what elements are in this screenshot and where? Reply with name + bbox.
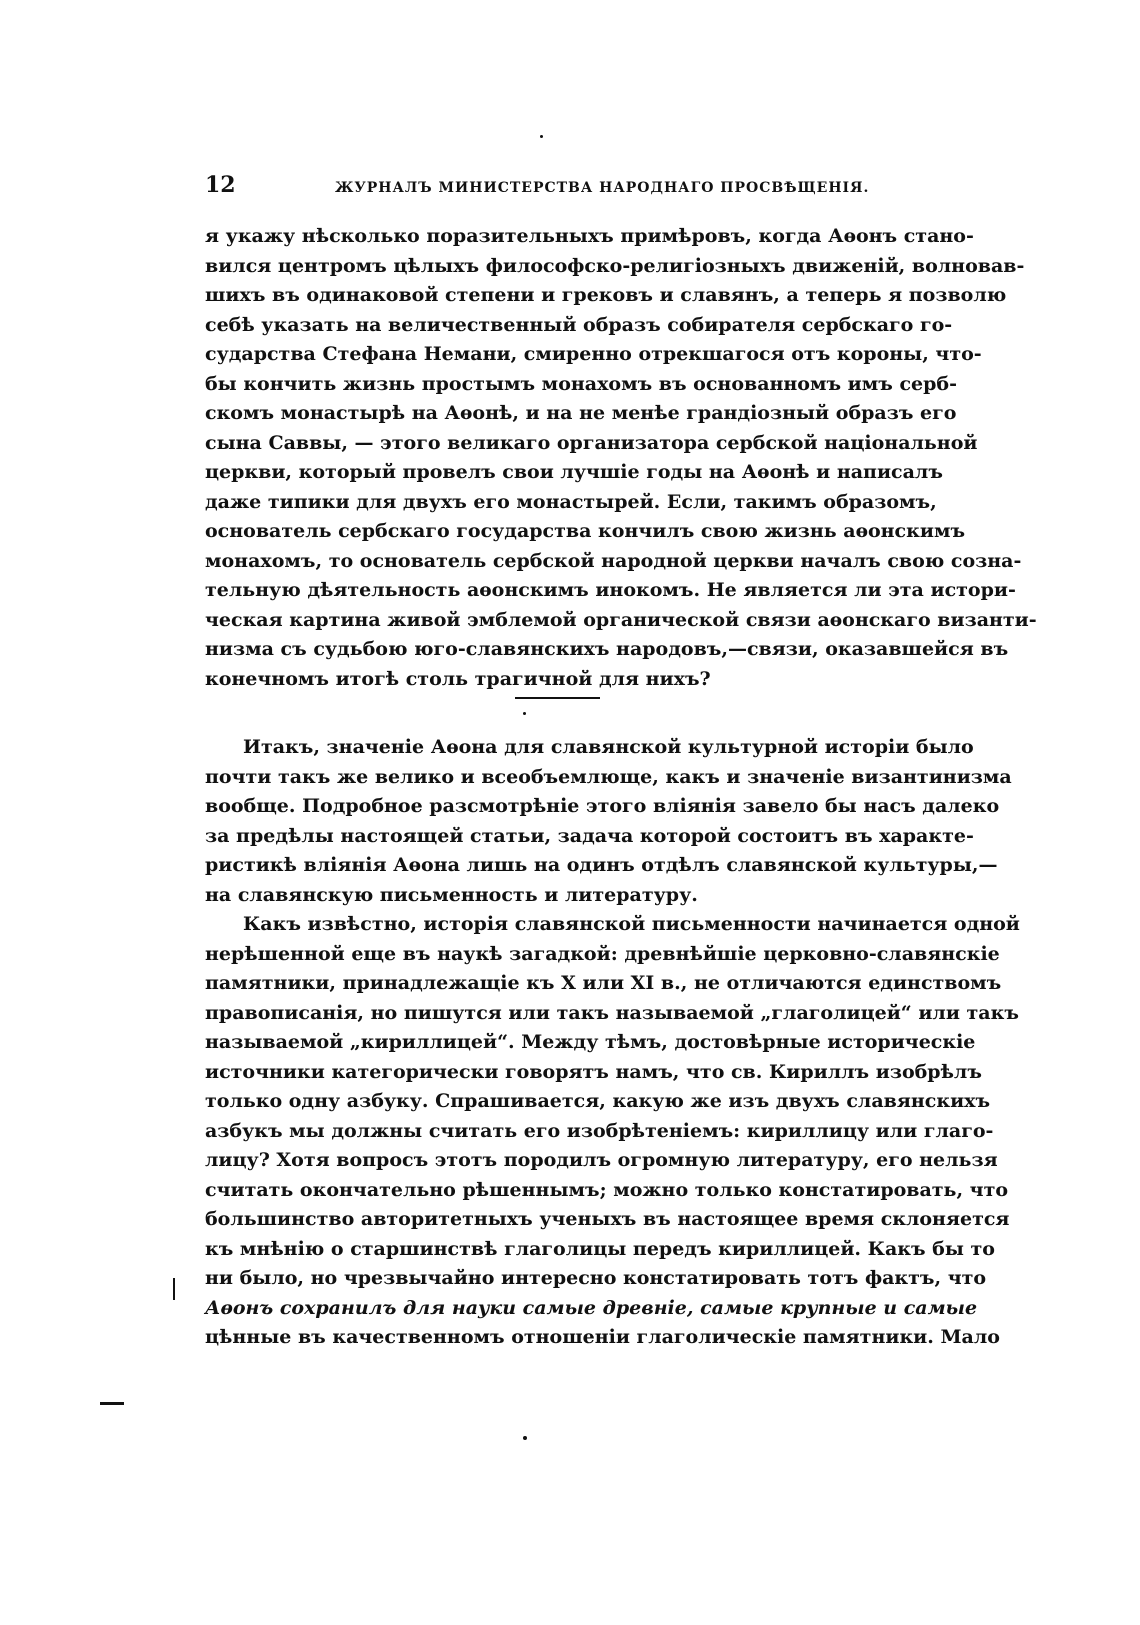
text-line: бы кончить жизнь простымъ монахомъ въ основанномъ имъ серб- — [205, 372, 957, 395]
text-line: конечномъ итогѣ столь трагичной для нихъ? — [205, 667, 711, 690]
page-header — [205, 172, 915, 202]
text-line: себѣ указать на величественный образъ собирателя сербскаго го- — [205, 313, 953, 336]
text-line: памятники, принадлежащіе къ X или XI в., не отличаются единствомъ — [205, 972, 1002, 994]
text-line: ни было, но чрезвычайно интересно констатировать тотъ фактъ, что — [205, 1267, 987, 1289]
page-number: 12 — [205, 172, 236, 198]
margin-mark — [173, 1278, 175, 1300]
text-line: большинство авторитетныхъ ученыхъ въ настоящее время склоняется — [205, 1208, 1010, 1230]
text-line: Итакъ, значеніе Аѳона для славянской культурной исторіи было — [243, 736, 974, 758]
text-line: вился центромъ цѣлыхъ философско-религіозныхъ движеній, волновав- — [205, 254, 1025, 277]
section-divider — [515, 697, 600, 699]
text-line: сына Саввы, — этого великаго организатора сербской національной — [205, 431, 978, 454]
text-line: почти такъ же велико и всеобъемлюще, какъ и значеніе византинизма — [205, 765, 1012, 788]
text-line: тельную дѣятельность аѳонскимъ инокомъ. Не является ли эта истори- — [205, 579, 1016, 601]
running-title: ЖУРНАЛЪ МИНИСТЕРСТВА НАРОДНАГО ПРОСВѢЩЕНІЯ. — [335, 180, 870, 196]
text-line: ческая картина живой эмблемой органической связи аѳонскаго византи- — [205, 608, 1037, 631]
margin-dash — [100, 1402, 124, 1405]
text-line: правописанія, но пишутся или такъ называемой „глаголицей“ или такъ — [205, 1001, 1019, 1024]
text-line: даже типики для двухъ его монастырей. Если, такимъ образомъ, — [205, 490, 937, 513]
text-line: называемой „кириллицей“. Между тѣмъ, достовѣрные историческіе — [205, 1031, 976, 1053]
text-line: шихъ въ одинаковой степени и грековъ и славянъ, а теперь я позволю — [205, 284, 1007, 306]
text-line: монахомъ, то основатель сербской народной церкви началъ свою созна- — [205, 549, 1022, 572]
text-line: ристикѣ вліянія Аѳона лишь на одинъ отдѣлъ славянской культуры,— — [205, 854, 998, 876]
print-speck — [523, 1436, 527, 1440]
text-line: только одну азбуку. Спрашивается, какую же изъ двухъ славянскихъ — [205, 1090, 991, 1112]
text-line: Аѳонъ сохранилъ для науки самые древніе, самые крупные и самые — [205, 1296, 978, 1319]
text-line: къ мнѣнію о старшинствѣ глаголицы передъ кириллицей. Какъ бы то — [205, 1237, 995, 1260]
text-line: лицу? Хотя вопросъ этотъ породилъ огромную литературу, его нельзя — [205, 1149, 998, 1171]
text-line: нерѣшенной еще въ наукѣ загадкой: древнѣйшіе церковно-славянскіе — [205, 942, 1000, 965]
text-line: низма съ судьбою юго-славянскихъ народовъ,—связи, оказавшейся въ — [205, 638, 1009, 660]
print-speck — [540, 135, 543, 138]
text-line: я укажу нѣсколько поразительныхъ примѣровъ, когда Аѳонъ стано- — [205, 225, 974, 247]
text-line: Какъ извѣстно, исторія славянской письменности начинается одной — [243, 913, 1020, 935]
text-line: скомъ монастырѣ на Аѳонѣ, и на не менѣе грандіозный образъ его — [205, 402, 957, 424]
text-line: сударства Стефана Немани, смиренно отрекшагося отъ короны, что- — [205, 343, 982, 365]
text-line: на славянскую письменность и литературу. — [205, 883, 698, 906]
text-line: церкви, который провелъ свои лучшіе годы на Аѳонѣ и написалъ — [205, 461, 943, 483]
section-body — [205, 733, 1020, 1353]
text-line: источники категорически говорятъ намъ, что св. Кириллъ изобрѣлъ — [205, 1060, 982, 1083]
text-line: считать окончательно рѣшеннымъ; можно только констатировать, что — [205, 1178, 1009, 1201]
print-speck — [523, 712, 526, 715]
text-line: цѣнные въ качественномъ отношеніи глаголическіе памятники. Мало — [205, 1326, 1000, 1348]
text-line: основатель сербскаго государства кончилъ свою жизнь аѳонскимъ — [205, 520, 966, 542]
text-line: за предѣлы настоящей статьи, задача которой состоитъ въ характе- — [205, 824, 974, 847]
paragraph-1 — [205, 222, 1037, 694]
text-line: азбукъ мы должны считать его изобрѣтеніемъ: кириллицу или глаго- — [205, 1119, 994, 1142]
text-line: вообще. Подробное разсмотрѣніе этого вліянія завело бы насъ далеко — [205, 795, 1000, 817]
